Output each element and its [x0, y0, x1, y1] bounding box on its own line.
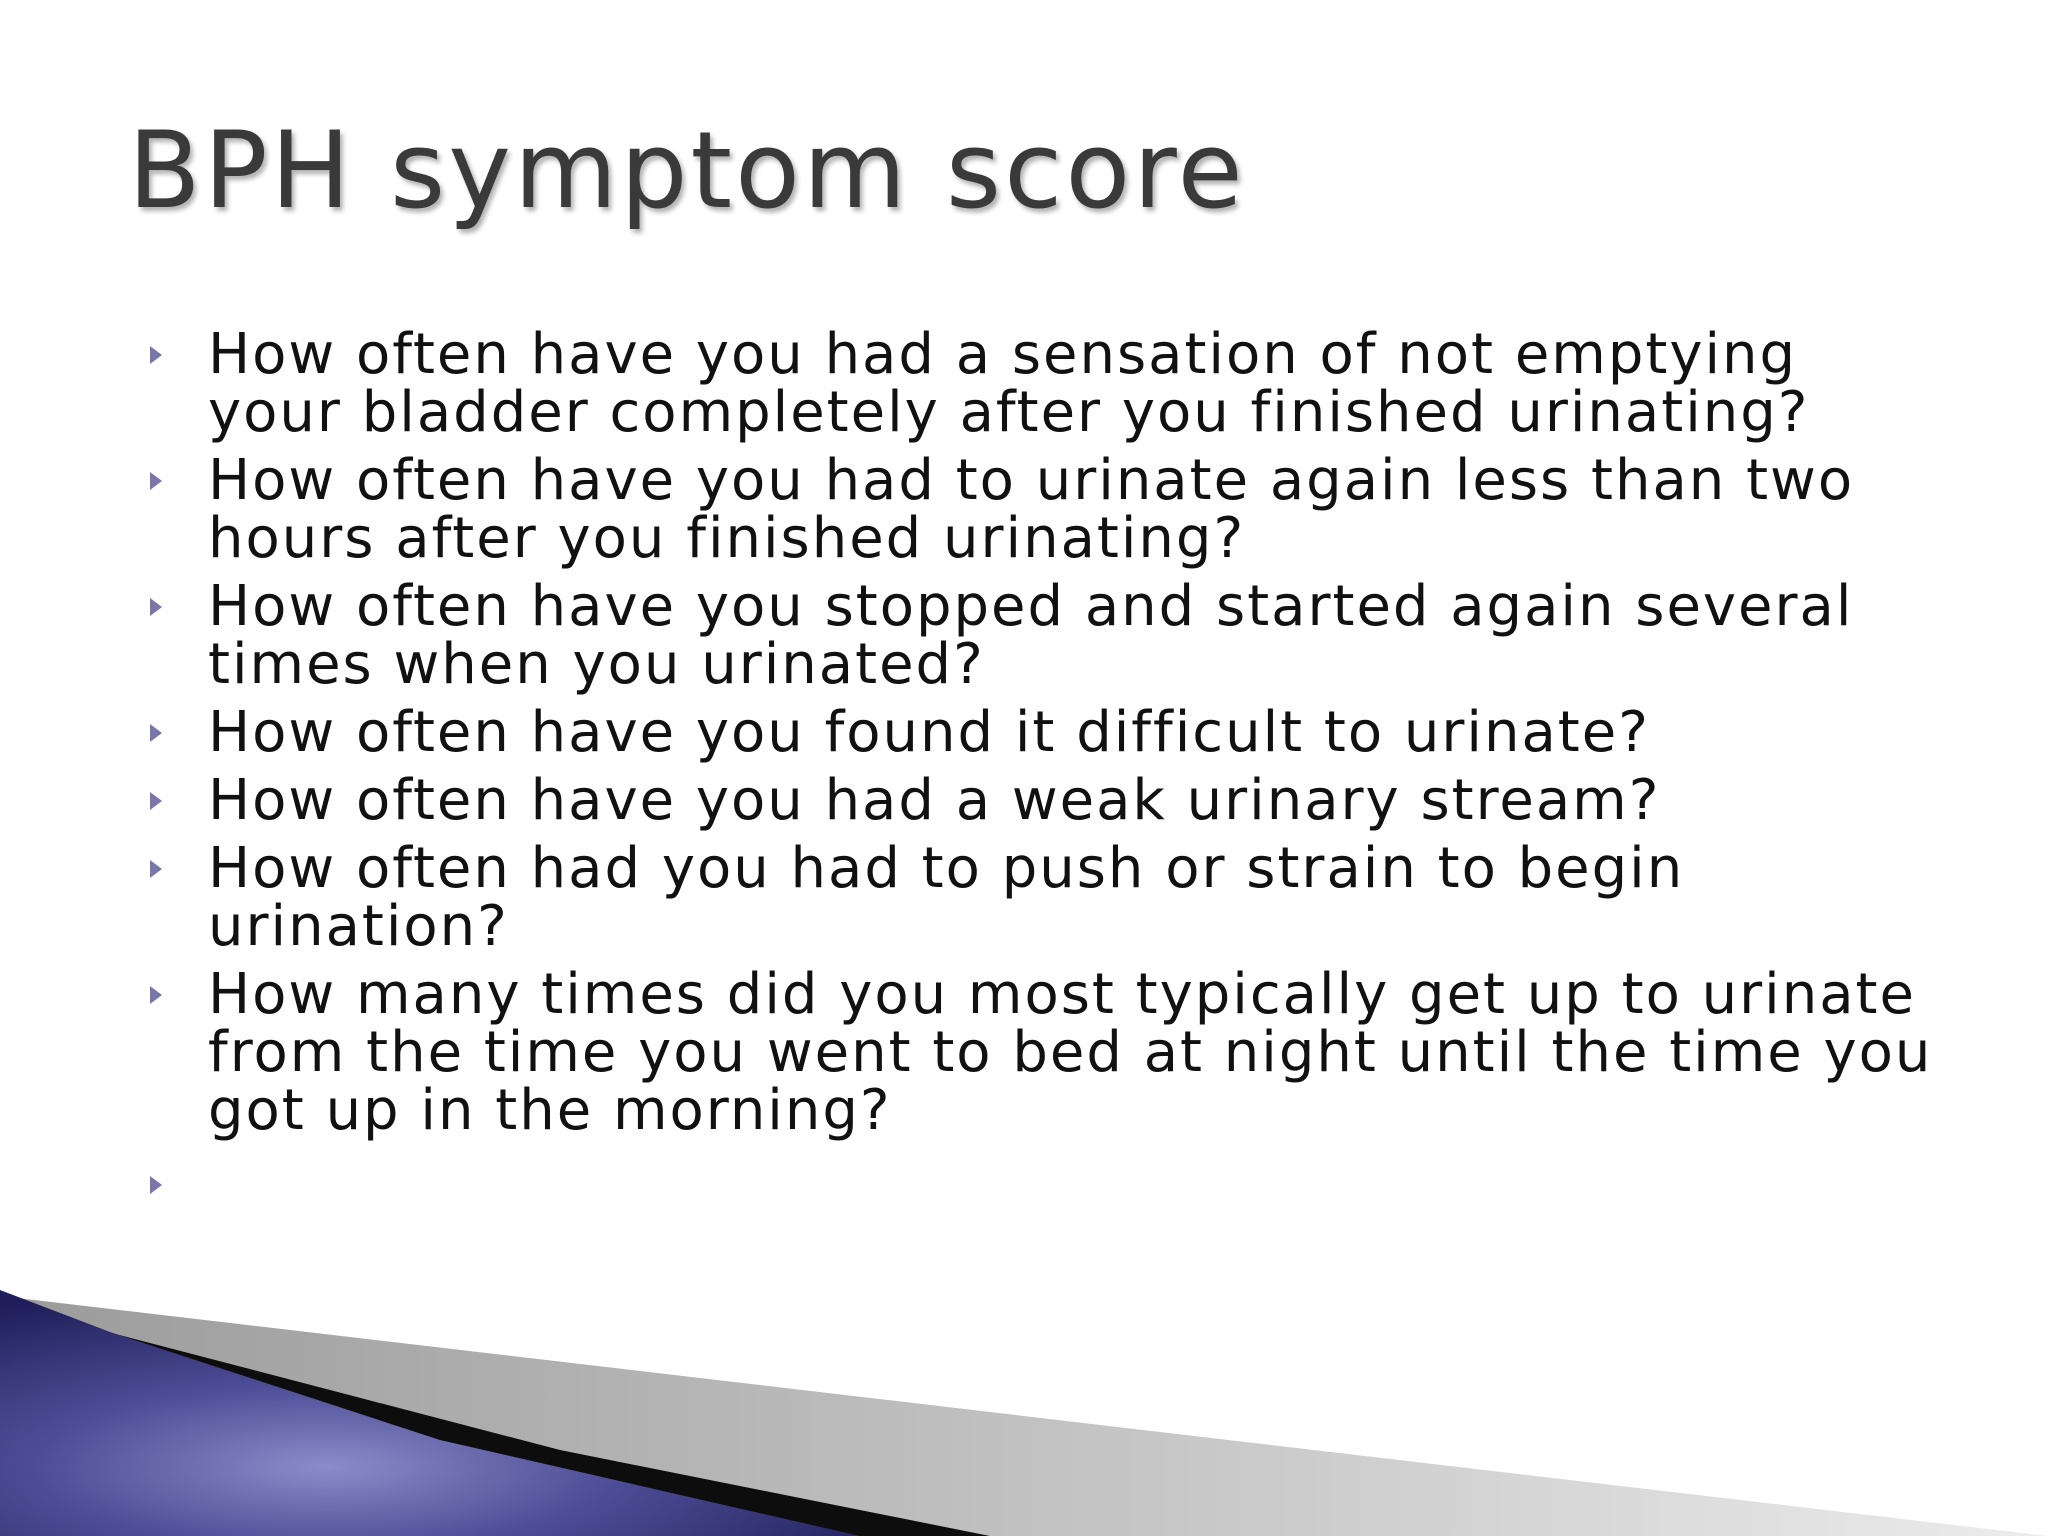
triangle-bullet-icon — [150, 1176, 162, 1194]
bullet-text: How often have you stopped and started again several times when you urinated? — [208, 574, 1854, 697]
bullet-text: How many times did you most typically get up to urinate from the time you went to bed at night until the time you got up in the morning? — [208, 962, 1933, 1143]
bullet-text: How often have you found it difficult to urinate? — [208, 700, 1650, 765]
bullet-item — [150, 962, 1940, 1143]
bullet-item-empty — [150, 1156, 1940, 1214]
blue-swoosh-shape — [0, 1290, 860, 1536]
black-swoosh-shape — [0, 1300, 990, 1536]
bullet-item — [150, 322, 1940, 445]
bullet-item — [150, 836, 1940, 959]
triangle-bullet-icon — [150, 472, 162, 490]
triangle-bullet-icon — [150, 986, 162, 1004]
bullet-item — [150, 448, 1940, 571]
bullet-item — [150, 768, 1940, 833]
slide-title: BPH symptom score — [128, 109, 1246, 232]
bullet-list — [150, 322, 1940, 1224]
bullet-item — [150, 574, 1940, 697]
triangle-bullet-icon — [150, 598, 162, 616]
bullet-text: How often have you had a weak urinary stream? — [208, 768, 1661, 833]
bullet-text: How often have you had to urinate again less than two hours after you finished urinating? — [208, 448, 1855, 571]
bullet-item — [150, 700, 1940, 765]
triangle-bullet-icon — [150, 346, 162, 364]
triangle-bullet-icon — [150, 860, 162, 878]
triangle-bullet-icon — [150, 724, 162, 742]
bullet-text: How often had you had to push or strain to begin urination? — [208, 836, 1685, 959]
bullet-text: How often have you had a sensation of not emptying your bladder completely after you finished urinating? — [208, 322, 1810, 445]
triangle-bullet-icon — [150, 792, 162, 810]
grey-swoosh-shape — [0, 1296, 2048, 1536]
